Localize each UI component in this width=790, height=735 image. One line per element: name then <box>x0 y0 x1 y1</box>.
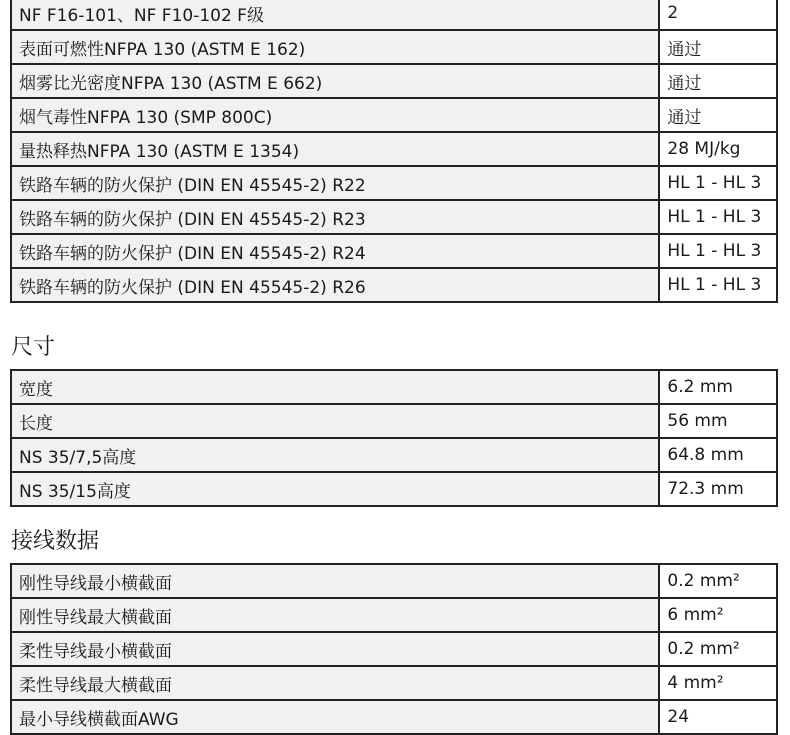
row-value: HL 1 - HL 3 <box>659 166 777 200</box>
table-row <box>11 268 777 302</box>
connection-data-table <box>10 563 778 735</box>
table-row <box>11 370 777 404</box>
table-row <box>11 98 777 132</box>
dimensions-heading: 尺寸 <box>11 335 56 360</box>
row-value: 通过 <box>659 64 777 98</box>
table-row <box>11 0 777 30</box>
row-value: 6 mm² <box>659 598 777 632</box>
row-label: 烟雾比光密度NFPA 130 (ASTM E 662) <box>11 64 659 98</box>
table-row <box>11 564 777 598</box>
row-label: 柔性导线最大横截面 <box>11 666 659 700</box>
row-label: 刚性导线最小横截面 <box>11 564 659 598</box>
row-value: 56 mm <box>659 404 777 438</box>
table-row <box>11 438 777 472</box>
row-label: 铁路车辆的防火保护 (DIN EN 45545-2) R22 <box>11 166 659 200</box>
row-label: NS 35/7,5高度 <box>11 438 659 472</box>
row-value: 0.2 mm² <box>659 632 777 666</box>
row-label: NS 35/15高度 <box>11 472 659 506</box>
row-label: 最小导线横截面AWG <box>11 700 659 734</box>
row-value: 6.2 mm <box>659 370 777 404</box>
row-label: NF F16-101、NF F10-102 F级 <box>11 0 659 30</box>
connection-data-heading: 接线数据 <box>11 529 100 554</box>
dimensions-table <box>10 369 778 507</box>
table-row <box>11 598 777 632</box>
table-row <box>11 234 777 268</box>
row-label: 铁路车辆的防火保护 (DIN EN 45545-2) R24 <box>11 234 659 268</box>
row-value: 4 mm² <box>659 666 777 700</box>
row-value: 2 <box>659 0 777 30</box>
table-row <box>11 30 777 64</box>
row-label: 表面可燃性NFPA 130 (ASTM E 162) <box>11 30 659 64</box>
table-row <box>11 64 777 98</box>
row-label: 刚性导线最大横截面 <box>11 598 659 632</box>
table-row <box>11 666 777 700</box>
row-value: 28 MJ/kg <box>659 132 777 166</box>
row-label: 铁路车辆的防火保护 (DIN EN 45545-2) R23 <box>11 200 659 234</box>
row-value: 24 <box>659 700 777 734</box>
row-value: HL 1 - HL 3 <box>659 234 777 268</box>
row-label: 量热释热NFPA 130 (ASTM E 1354) <box>11 132 659 166</box>
row-label: 铁路车辆的防火保护 (DIN EN 45545-2) R26 <box>11 268 659 302</box>
row-value: 72.3 mm <box>659 472 777 506</box>
table-row <box>11 700 777 734</box>
row-value: 0.2 mm² <box>659 564 777 598</box>
table-row <box>11 472 777 506</box>
row-label: 长度 <box>11 404 659 438</box>
table-row <box>11 632 777 666</box>
row-value: HL 1 - HL 3 <box>659 200 777 234</box>
row-label: 烟气毒性NFPA 130 (SMP 800C) <box>11 98 659 132</box>
row-value: 通过 <box>659 30 777 64</box>
row-value: 64.8 mm <box>659 438 777 472</box>
fire-properties-table <box>10 0 778 303</box>
row-label: 柔性导线最小横截面 <box>11 632 659 666</box>
table-row <box>11 200 777 234</box>
table-row <box>11 166 777 200</box>
row-value: 通过 <box>659 98 777 132</box>
table-row <box>11 404 777 438</box>
table-row <box>11 132 777 166</box>
row-label: 宽度 <box>11 370 659 404</box>
row-value: HL 1 - HL 3 <box>659 268 777 302</box>
